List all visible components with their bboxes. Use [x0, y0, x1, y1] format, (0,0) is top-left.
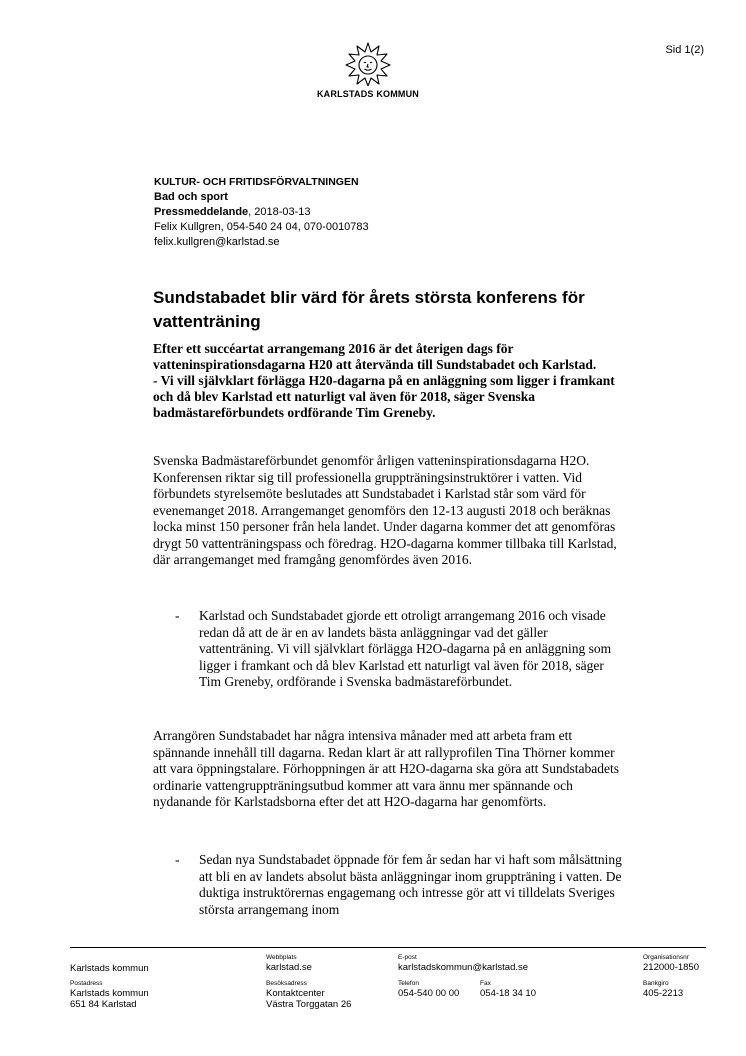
contact-line: Felix Kullgren, 054-540 24 04, 070-0010783	[154, 221, 369, 233]
lead-paragraph	[153, 341, 623, 421]
footer-postal-line1: Karlstads kommun	[70, 988, 149, 999]
footer-phone-value: 054-540 00 00	[398, 988, 460, 999]
footer-email-link[interactable]: karlstadskommun@karlstad.se	[398, 962, 529, 973]
footer-phone	[398, 980, 459, 999]
footer-orgnr-value: 212000-1850	[643, 962, 699, 973]
department-name: KULTUR- OCH FRITIDSFÖRVALTNINGEN	[154, 176, 359, 188]
footer-fax	[480, 980, 536, 999]
doc-type-line	[154, 205, 369, 220]
bullet-dash: -	[175, 852, 180, 867]
footer-org-name: Karlstads kommun	[70, 963, 149, 974]
footer-orgnr-label: Organisationsnr	[643, 954, 689, 961]
page-number: Sid 1(2)	[665, 44, 704, 56]
lead-text-2: - Vi vill självklart förlägga H20-dagarna på en anläggning som ligger i framkant och då blev Karlstad ett naturligt val även för 2018, säger Svenska badmästareförbundets ordförande Tim Greneby.	[153, 373, 615, 420]
footer-bankgiro-label: Bankgiro	[643, 980, 669, 987]
footer-fax-label: Fax	[480, 980, 491, 987]
footer-visit-line2: Västra Torggatan 26	[266, 999, 352, 1010]
footer-phone-label: Telefon	[398, 980, 419, 987]
footer-web-link[interactable]: karlstad.se	[266, 962, 312, 973]
footer-divider	[70, 947, 706, 948]
unit-name: Bad och sport	[154, 191, 228, 203]
bullet-text-1: Karlstad och Sundstabadet gjorde ett otroligt arrangemang 2016 och visade redan då att de är en av landets bästa anläggningar vad det gäller vattenträning. Vi vill självklart förlägga H2O-dagarna på en anläggning som ligger i framkant och då blev Karlstad ett naturligt val även för 2018, säger Tim Greneby, ordförande i Svenska badmästareförbundet.	[199, 608, 612, 689]
footer-email-label: E-post	[398, 954, 417, 961]
municipality-logo	[303, 42, 433, 99]
doc-date: , 2018-03-13	[248, 206, 311, 218]
bullet-dash: -	[175, 608, 180, 623]
logo-text: KARLSTADS KOMMUN	[316, 89, 420, 99]
footer-postal	[70, 980, 149, 1010]
footer-visit-label: Besöksadress	[266, 980, 307, 987]
bullet-text-2: Sedan nya Sundstabadet öppnade för fem år sedan har vi haft som målsättning att bli en av landets absolut bästa anläggningar inom gruppträning i vatten. De duktiga instruktörernas engagemang och intresse gör att vi tilldelats Sveriges största arrangemang inom	[199, 852, 622, 917]
press-release-title: Sundstabadet blir värd för årets största konferens för vattenträning	[153, 288, 585, 331]
footer-fax-value: 054-18 34 10	[480, 988, 536, 999]
footer-web	[266, 954, 312, 973]
footer-web-label: Webbplats	[266, 954, 297, 961]
footer-bankgiro-value: 405-2213	[643, 988, 684, 999]
footer-postal-line2: 651 84 Karlstad	[70, 999, 137, 1010]
doc-type: Pressmeddelande	[154, 206, 249, 218]
footer-postal-label: Postadress	[70, 980, 103, 987]
footer-orgnr	[643, 954, 699, 973]
body-paragraph-2: Arrangören Sundstabadet har några intensiva månader med att arbeta fram ett spännande innehåll till dagarna. Redan klart är att rallyprofilen Tina Thörner kommer att vara öppningstalare. Förhoppningen är att H2O-dagarna ska göra att Sundstabadets ordinarie vattengruppträningsutbud kommer att vara ännu mer spännande och nydanande för Karlstadsborna efter det att H2O-dagarna har genomförts.	[153, 728, 619, 809]
header-block	[154, 175, 369, 250]
sun-logo-icon	[345, 42, 391, 86]
footer-bankgiro	[643, 980, 683, 999]
footer-visit	[266, 980, 351, 1010]
footer-email	[398, 954, 528, 973]
contact-email: felix.kullgren@karlstad.se	[154, 236, 280, 248]
footer-visit-line1: Kontaktcenter	[266, 988, 325, 999]
body-paragraph-1: Svenska Badmästareförbundet genomför årligen vatteninspirationsdagarna H2O. Konferensen riktar sig till professionella gruppträningsinstruktörer i vatten. Vid förbundets styrelsemöte beslutades att Sundstabadet i Karlstad står som värd för evenemanget 2018. Arrangemanget genomförs den 12-13 augusti 2018 och beräknas locka minst 150 personer från hela landet. Under dagarna kommer det att genomföras drygt 50 vattenträningspass och föredrag. H2O-dagarna kommer tillbaka till Karlstad, där arrangemanget med framgång genomfördes även 2016.	[153, 453, 617, 567]
lead-text-1: Efter ett succéartat arrangemang 2016 är det återigen dags för vatteninspirationsdagarna H20 att återvända till Sundstabadet och Karlstad.	[153, 341, 597, 372]
